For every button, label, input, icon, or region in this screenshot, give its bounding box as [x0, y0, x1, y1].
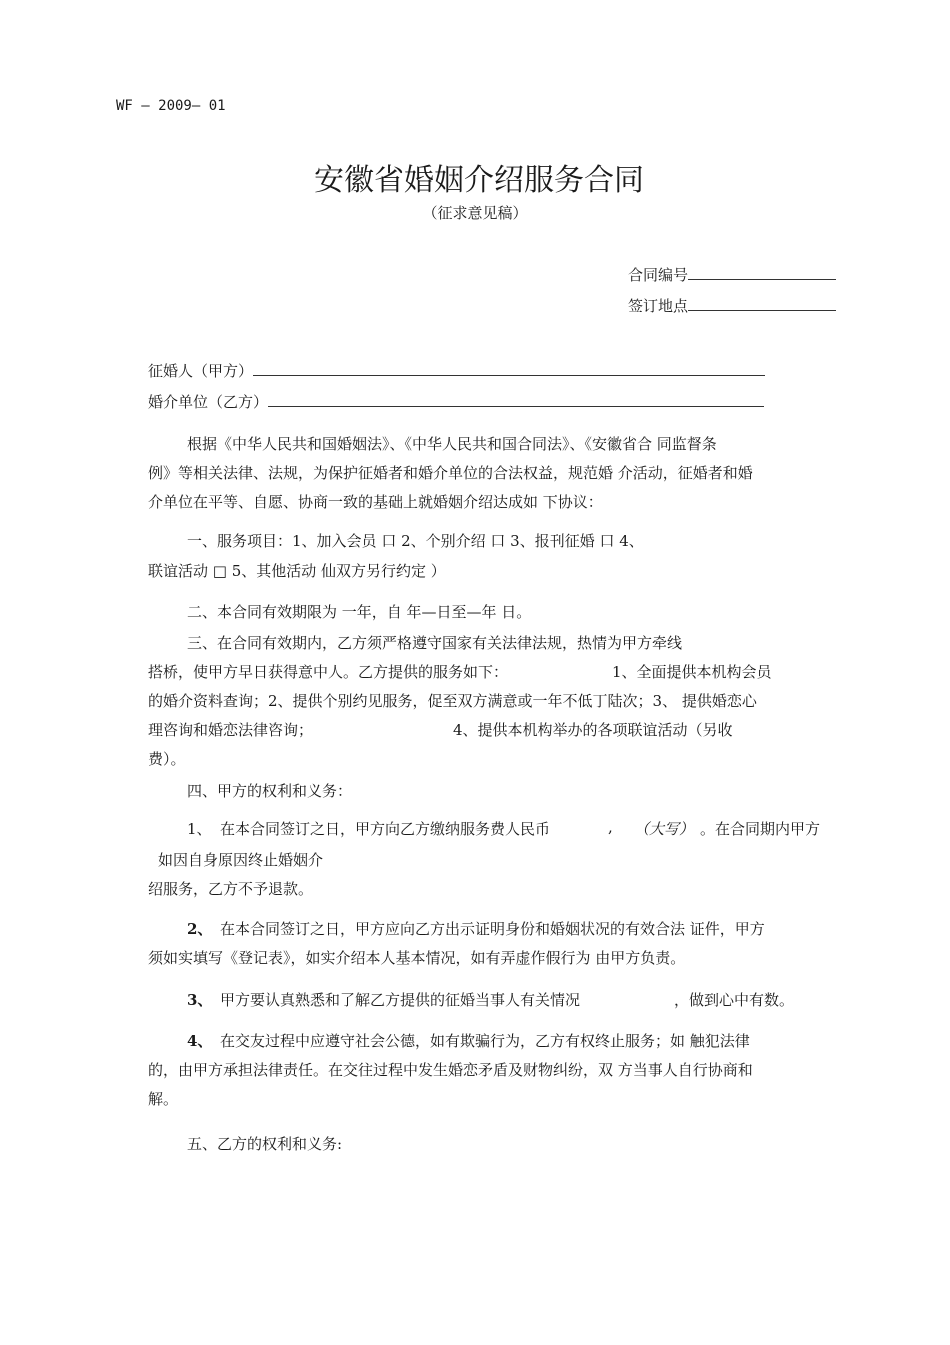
clause-4-4-line-3: 解。	[148, 1090, 179, 1108]
clause-5-heading: 五、乙方的权利和义务:	[187, 1135, 343, 1153]
clause-4-4-line-1: 在交友过程中应遵守社会公德，如有欺骗行为，乙方有权终止服务；如 触犯法律	[220, 1032, 750, 1050]
contract-number-field	[628, 264, 836, 285]
clause-3-line-4b: 4、提供本机构举办的各项联谊活动（另收	[453, 721, 733, 739]
clause-4-3-text-b: ，做到心中有数。	[674, 991, 795, 1009]
clause-4-1-daxie: （大写）	[634, 820, 695, 838]
party-a-label: 征婚人（甲方）	[148, 362, 254, 380]
clause-3-line-2a: 搭桥，使甲方早日获得意中人。乙方提供的服务如下：	[148, 663, 509, 681]
clause-4-1-number: 1、	[187, 820, 212, 838]
clause-4-heading: 四、甲方的权利和义务：	[187, 782, 353, 800]
clause-3-line-3: 的婚介资料查询；2、提供个别约见服务，促至双方满意或一年不低丁陆次；3、 提供婚恋心	[148, 692, 757, 710]
sign-place-blank	[688, 295, 836, 311]
clause-3-line-1: 三、在合同有效期内，乙方须严格遵守国家有关法律法规，热情为甲方牵线	[187, 634, 683, 652]
preamble-line-1: 根据《中华人民共和国婚姻法》、《中华人民共和国合同法》、《安徽省合 同监督条	[187, 435, 717, 453]
party-b-blank	[268, 391, 764, 407]
party-b-label: 婚介单位（乙方）	[148, 393, 269, 411]
clause-4-1-text-a: 在本合同签订之日，甲方向乙方缴纳服务费人民币	[220, 820, 551, 838]
sign-place-label: 签订地点	[628, 297, 689, 315]
preamble-line-2: 例》等相关法律、法规，为保护征婚者和婚介单位的合法权益，规范婚 介活动，征婚者和婚	[148, 464, 753, 482]
contract-number-label: 合同编号	[628, 266, 689, 284]
clause-4-3-number: 3、	[187, 991, 213, 1009]
clause-4-1-line-3: 绍服务，乙方不予退款。	[148, 880, 314, 898]
preamble-line-3: 介单位在平等、自愿、协商一致的基础上就婚姻介绍达成如 下协议：	[148, 493, 603, 511]
clause-3-line-2b: 1、全面提供本机构会员	[612, 663, 772, 681]
clause-4-3-text-a: 甲方要认真熟悉和了解乙方提供的征婚当事人有关情况	[220, 991, 581, 1009]
clause-1-line-2: 联谊活动 □ 5、其他活动 仙双方另行约定 ）	[148, 562, 446, 580]
party-a-field	[148, 360, 765, 381]
clause-4-2-line-2: 须如实填写《登记表》，如实介绍本人基本情况，如有弄虚作假行为 由甲方负责。	[148, 949, 686, 967]
party-b-field	[148, 391, 764, 412]
contract-number-blank	[688, 264, 836, 280]
clause-3-line-5: 费）。	[148, 750, 186, 768]
document-code: WF — 2009— 01	[116, 98, 226, 114]
clause-4-2-number: 2、	[187, 920, 213, 938]
clause-4-4-number: 4、	[187, 1032, 213, 1050]
sign-place-field	[628, 295, 836, 316]
document-title: 安徽省婚姻介绍服务合同	[314, 163, 644, 198]
clause-4-2-line-1: 在本合同签订之日，甲方应向乙方出示证明身份和婚姻状况的有效合法 证件，甲方	[220, 920, 765, 938]
clause-4-1-comma: ,	[608, 818, 613, 836]
document-subtitle: （征求意见稿）	[422, 204, 528, 222]
clause-4-1-text-b: 。在合同期内甲方	[700, 820, 821, 838]
clause-4-4-line-2: 的，由甲方承担法律责任。在交往过程中发生婚恋矛盾及财物纠纷，双 方当事人自行协商和	[148, 1061, 753, 1079]
clause-1-line-1: 一、服务项目：1、加入会员 口 2、个别介绍 口 3、报刊征婚 口 4、	[187, 532, 644, 550]
party-a-blank	[253, 360, 765, 376]
clause-4-1-line-2: 如因自身原因终止婚姻介	[158, 851, 324, 869]
clause-2: 二、本合同有效期限为 一年，自 年—日至—年 日。	[187, 603, 532, 621]
clause-3-line-4a: 理咨询和婚恋法律咨询；	[148, 721, 314, 739]
